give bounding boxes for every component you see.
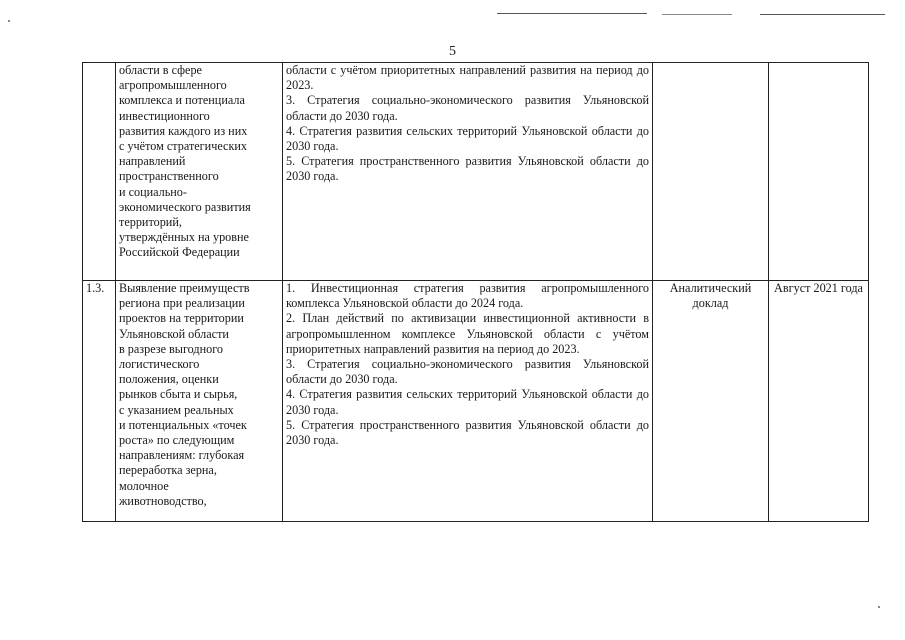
description-line: с учётом стратегических [119, 139, 247, 154]
row-description [116, 63, 283, 281]
description-line: агропромышленного [119, 78, 227, 93]
description-line: логистического [119, 357, 200, 372]
description-line: направлениям: глубокая [119, 448, 245, 463]
document-item: 2. План действий по активизации инвестиционной активности в агропромышленном комплексе Ульяновской области с учётом приоритетных направлений развития на период до 2023. [286, 311, 649, 356]
scan-artifact-line [497, 13, 647, 14]
document-item: 5. Стратегия пространственного развития Ульяновской области до 2030 года. [286, 417, 649, 448]
description-line: молочное [119, 478, 169, 493]
description-line: проектов на территории [119, 311, 244, 326]
description-line: комплекса и потенциала [119, 93, 245, 108]
scan-artifact-dot [8, 20, 10, 22]
description-line: инвестиционного [119, 108, 210, 123]
description-line: пространственного [119, 169, 219, 184]
table-row [83, 281, 869, 522]
document-table [82, 62, 869, 522]
description-line: утверждённых на уровне [119, 230, 249, 245]
row-form: Аналитический доклад [653, 281, 769, 522]
row-term [769, 63, 869, 281]
scan-artifact-line [760, 14, 885, 15]
description-line: и социально- [119, 184, 187, 199]
document-item: 4. Стратегия развития сельских территорий Ульяновской области до 2030 года. [286, 387, 649, 417]
row-documents [283, 281, 653, 522]
page-number: 5 [449, 44, 456, 59]
row-number: 1.3. [83, 281, 116, 522]
row-description [116, 281, 283, 522]
description-line: направлений [119, 154, 186, 169]
description-line: роста» по следующим [119, 433, 235, 448]
description-line: развития каждого из них [119, 123, 248, 138]
row-number [83, 63, 116, 281]
document-item: области с учётом приоритетных направлений развития на период до 2023. [286, 63, 649, 93]
description-line: в разрезе выгодного [119, 341, 224, 356]
description-line: области в сфере [119, 63, 202, 77]
description-line: территорий, [119, 215, 182, 230]
table-row [83, 63, 869, 281]
row-term: Август 2021 года [769, 281, 869, 522]
scan-artifact-dot [878, 606, 880, 608]
description-line: с указанием реальных [119, 402, 234, 417]
description-line: Российской Федерации [119, 245, 240, 260]
document-item: 3. Стратегия социально-экономического развития Ульяновской области до 2030 года. [286, 93, 649, 123]
description-line: региона при реализации [119, 296, 245, 311]
description-line: рынков сбыта и сырья, [119, 387, 238, 402]
description-line: Выявление преимуществ [119, 281, 250, 295]
description-line: Ульяновской области [119, 326, 229, 341]
document-item: 3. Стратегия социально-экономического развития Ульяновской области до 2030 года. [286, 357, 649, 387]
row-documents [283, 63, 653, 281]
document-item: 4. Стратегия развития сельских территорий Ульяновской области до 2030 года. [286, 123, 649, 154]
description-line: положения, оценки [119, 372, 219, 387]
description-line: и потенциальных «точек [119, 417, 247, 432]
document-item: 5. Стратегия пространственного развития Ульяновской области до 2030 года. [286, 154, 649, 184]
description-line: переработка зерна, [119, 463, 217, 478]
document-item: 1. Инвестиционная стратегия развития агропромышленного комплекса Ульяновской области до 2024 года. [286, 281, 649, 311]
description-line: экономического развития [119, 199, 251, 214]
row-form [653, 63, 769, 281]
description-line: животноводство, [119, 493, 207, 508]
scan-artifact-line [662, 14, 732, 15]
